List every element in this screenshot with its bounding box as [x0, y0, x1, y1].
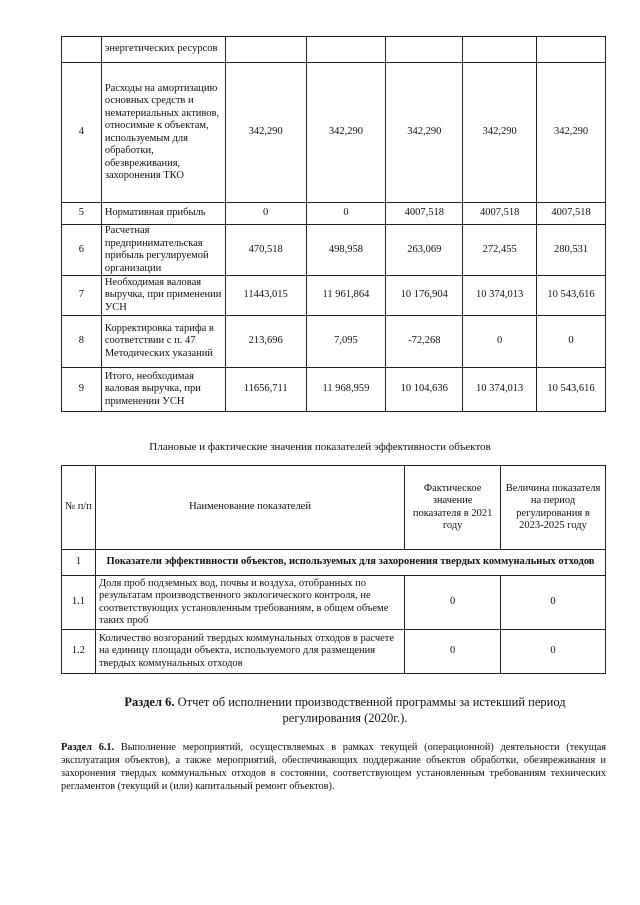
value-cell: 11 968,959 [306, 368, 386, 412]
section-6-1-text: Выполнение мероприятий, осуществляемых в рамках текущей (операционной) деятельности (текущая эксплуатация объектов), а также мероприятий, обеспечивающих поддержание объектов обработки, обезвреживания и захоронения твердых коммунальных отходов в состоянии, соответствующем установленным требованиям технических регламентов (текущий и (или) капитальный ремонт объектов). [61, 742, 606, 792]
row-num: 1.1 [62, 576, 96, 630]
value-cell [537, 37, 606, 63]
efficiency-table [61, 465, 606, 674]
row-number [62, 37, 102, 63]
cost-row [62, 203, 606, 225]
table2-caption: Плановые и фактические значения показателей эффективности объектов [149, 441, 491, 453]
value-cell [463, 37, 537, 63]
value-cell: 0 [463, 316, 537, 368]
value-cell [386, 37, 463, 63]
section-6-1-number: Раздел 6.1. [61, 742, 115, 753]
row-label: Необходимая валовая выручка, при применении УСН [101, 276, 225, 316]
section-6-title [110, 694, 580, 726]
value-cell: 342,290 [537, 63, 606, 203]
row-number: 9 [62, 368, 102, 412]
value-cell [306, 37, 386, 63]
row-label: Расчетная предпринимательская прибыль регулируемой организации [101, 225, 225, 276]
row-number: 4 [62, 63, 102, 203]
cost-row [62, 316, 606, 368]
value-cell [225, 37, 306, 63]
value-cell: 342,290 [225, 63, 306, 203]
value-cell: 11656,711 [225, 368, 306, 412]
value-cell: 10 374,013 [463, 368, 537, 412]
value-cell: 11 961,864 [306, 276, 386, 316]
header-fact: Фактическое значение показателя в 2021 году [405, 466, 501, 550]
row-number: 7 [62, 276, 102, 316]
header-num: № п/п [62, 466, 96, 550]
cost-table [61, 36, 606, 412]
cost-row [62, 368, 606, 412]
value-cell: 213,696 [225, 316, 306, 368]
value-cell: 10 176,904 [386, 276, 463, 316]
row-fact: 0 [405, 630, 501, 674]
value-cell: 10 374,013 [463, 276, 537, 316]
value-cell: 342,290 [386, 63, 463, 203]
value-cell: 263,069 [386, 225, 463, 276]
section-6-text: Отчет об исполнении производственной программы за истекший период регулирования (2020г.). [174, 695, 566, 725]
value-cell: 11443,015 [225, 276, 306, 316]
group-label: Показатели эффективности объектов, используемых для захоронения твердых коммунальных отходов [95, 550, 605, 576]
row-plan: 0 [501, 630, 606, 674]
cost-row [62, 37, 606, 63]
value-cell: 10 543,616 [537, 368, 606, 412]
row-label: Расходы на амортизацию основных средств и нематериальных активов, относимые к объектам, используемым для обработки, обезвреживания, захоронения ТКО [101, 63, 225, 203]
value-cell: 4007,518 [463, 203, 537, 225]
value-cell: 0 [225, 203, 306, 225]
value-cell: 342,290 [306, 63, 386, 203]
cost-table-body [62, 37, 606, 412]
value-cell: 342,290 [463, 63, 537, 203]
row-num: 1.2 [62, 630, 96, 674]
row-plan: 0 [501, 576, 606, 630]
cost-row [62, 63, 606, 203]
row-label: Корректировка тарифа в соответствии с п. 47 Методических указаний [101, 316, 225, 368]
row-label: Доля проб подземных вод, почвы и воздуха, отобранных по результатам производственного экологического контроля, не соответствующих установленным требованиям, в общем объеме таких проб [95, 576, 404, 630]
row-label: Количество возгораний твердых коммунальных отходов в расчете на единицу площади объекта, используемого для размещения твердых коммунальных отходов [95, 630, 404, 674]
row-label: энергетических ресурсов [101, 37, 225, 63]
cost-row [62, 276, 606, 316]
header-plan: Величина показателя на период регулирования в 2023-2025 году [501, 466, 606, 550]
row-number: 8 [62, 316, 102, 368]
value-cell: 0 [306, 203, 386, 225]
value-cell: 7,095 [306, 316, 386, 368]
row-number: 6 [62, 225, 102, 276]
value-cell: 4007,518 [537, 203, 606, 225]
row-number: 5 [62, 203, 102, 225]
value-cell: 272,455 [463, 225, 537, 276]
header-name: Наименование показателей [95, 466, 404, 550]
value-cell: 280,531 [537, 225, 606, 276]
value-cell: 498,958 [306, 225, 386, 276]
section-6-number: Раздел 6. [124, 695, 175, 709]
value-cell: -72,268 [386, 316, 463, 368]
cost-row [62, 225, 606, 276]
row-fact: 0 [405, 576, 501, 630]
section-6-1-paragraph [61, 741, 606, 793]
row-label: Нормативная прибыль [101, 203, 225, 225]
value-cell: 470,518 [225, 225, 306, 276]
value-cell: 4007,518 [386, 203, 463, 225]
row-label: Итого, необходимая валовая выручка, при применении УСН [101, 368, 225, 412]
value-cell: 10 543,616 [537, 276, 606, 316]
value-cell: 0 [537, 316, 606, 368]
group-num: 1 [62, 550, 96, 576]
value-cell: 10 104,636 [386, 368, 463, 412]
